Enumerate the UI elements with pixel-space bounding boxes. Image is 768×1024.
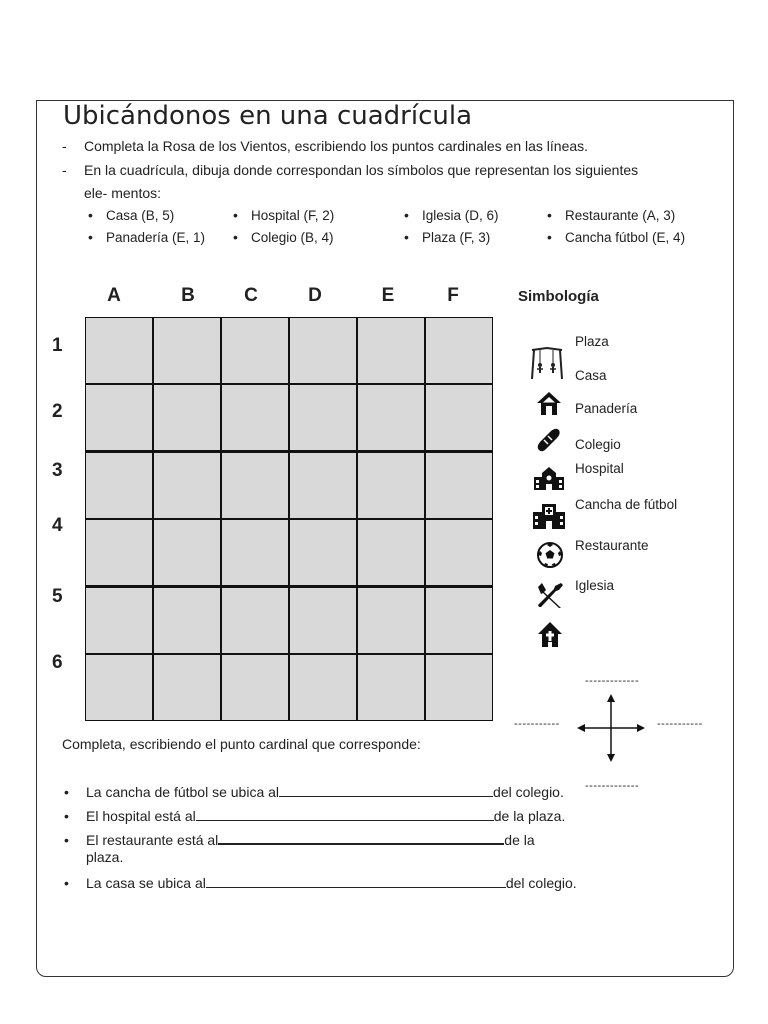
- grid-cell-C1[interactable]: [222, 318, 288, 383]
- house-icon: [535, 390, 563, 416]
- soccer-ball-icon: [536, 541, 564, 569]
- instruction-2: - En la cuadrícula, dibuja donde correspondan los símbolos que representan los siguientes: [62, 162, 639, 178]
- grid-cell-A6[interactable]: [86, 655, 152, 720]
- answer-blank-1[interactable]: [279, 782, 493, 797]
- compass-blank-west[interactable]: -----------: [514, 718, 560, 730]
- answer-blank-4[interactable]: [206, 873, 506, 888]
- grid-cell-D3[interactable]: [290, 453, 356, 518]
- element-item: • Cancha fútbol (E, 4): [547, 229, 685, 245]
- grid-cell-F6[interactable]: [426, 655, 492, 720]
- grid-cell-E4[interactable]: [358, 520, 424, 585]
- question-2: • El hospital está al de la plaza.: [64, 808, 566, 824]
- grid-cell-E5[interactable]: [358, 588, 424, 653]
- column-header: F: [447, 285, 459, 306]
- compass-blank-north[interactable]: -------------: [585, 675, 640, 687]
- grid-cell-B3[interactable]: [154, 453, 220, 518]
- church-icon: [536, 620, 564, 648]
- grid-cell-C4[interactable]: [222, 520, 288, 585]
- grid-cell-D4[interactable]: [290, 520, 356, 585]
- grid-cell-C6[interactable]: [222, 655, 288, 720]
- compass-blank-east[interactable]: -----------: [657, 718, 703, 730]
- grid-cell-B4[interactable]: [154, 520, 220, 585]
- bullet: •: [64, 784, 69, 800]
- column-header: A: [107, 285, 121, 306]
- row-header: 1: [52, 335, 63, 356]
- grid-cell-D5[interactable]: [290, 588, 356, 653]
- column-header: E: [381, 285, 395, 306]
- bullet: •: [64, 832, 69, 848]
- legend-label-casa: Casa: [575, 368, 607, 383]
- grid-cell-A4[interactable]: [86, 520, 152, 585]
- legend-label-cancha: Cancha de fútbol: [575, 497, 678, 512]
- grid-cell-B1[interactable]: [154, 318, 220, 383]
- question-1: • La cancha de fútbol se ubica al del colegio.: [64, 784, 564, 800]
- school-icon: [533, 465, 565, 491]
- element-item: • Iglesia (D, 6): [404, 207, 499, 223]
- grid-cell-C2[interactable]: [222, 385, 288, 450]
- questions-intro: Completa, escribiendo el punto cardinal que corresponde:: [62, 736, 421, 752]
- grid-cell-D1[interactable]: [290, 318, 356, 383]
- compass-blank-south[interactable]: -------------: [585, 780, 640, 792]
- grid-cell-E2[interactable]: [358, 385, 424, 450]
- row-header: 5: [52, 586, 63, 607]
- grid-cell-E1[interactable]: [358, 318, 424, 383]
- grid-cell-F5[interactable]: [426, 588, 492, 653]
- answer-blank-3[interactable]: [218, 829, 504, 845]
- grid-cell-A2[interactable]: [86, 385, 152, 450]
- instruction-1: - Completa la Rosa de los Vientos, escribiendo los puntos cardinales en las líneas.: [62, 138, 589, 154]
- grid-cell-D6[interactable]: [290, 655, 356, 720]
- column-header: C: [244, 285, 258, 306]
- legend-label-panaderia: Panadería: [575, 401, 638, 416]
- grid-cell-E6[interactable]: [358, 655, 424, 720]
- grid-cell-F3[interactable]: [426, 453, 492, 518]
- grid-cell-B2[interactable]: [154, 385, 220, 450]
- element-item: • Colegio (B, 4): [233, 229, 334, 245]
- row-header: 2: [52, 401, 63, 422]
- question-3: • El restaurante está al de la: [64, 829, 535, 848]
- answer-blank-2[interactable]: [196, 806, 494, 821]
- legend-label-plaza: Plaza: [575, 334, 609, 349]
- row-header: 6: [52, 652, 63, 673]
- column-header: D: [308, 285, 322, 306]
- bullet: •: [64, 808, 69, 824]
- row-header: 4: [52, 515, 63, 536]
- grid-cell-C3[interactable]: [222, 453, 288, 518]
- bread-icon: [535, 427, 561, 453]
- page-title: Ubicándonos en una cuadrícula: [63, 101, 473, 131]
- grid-cell-F1[interactable]: [426, 318, 492, 383]
- grid-cell-B5[interactable]: [154, 588, 220, 653]
- instruction-2-cont: ele- mentos:: [84, 185, 162, 201]
- legend-title: Simbología: [518, 288, 599, 305]
- grid-cell-B6[interactable]: [154, 655, 220, 720]
- grid-cell-F4[interactable]: [426, 520, 492, 585]
- column-header: B: [181, 285, 195, 306]
- hospital-icon: [532, 502, 566, 530]
- element-item: • Casa (B, 5): [88, 207, 174, 223]
- bullet: •: [64, 875, 69, 891]
- legend-label-hospital: Hospital: [575, 461, 624, 476]
- grid-cell-E3[interactable]: [358, 453, 424, 518]
- grid-cell-D2[interactable]: [290, 385, 356, 450]
- fork-knife-icon: [536, 581, 564, 609]
- legend-label-iglesia: Iglesia: [575, 578, 615, 593]
- legend-label-restaurante: Restaurante: [575, 538, 649, 553]
- grid-cell-A1[interactable]: [86, 318, 152, 383]
- grid-cell-C5[interactable]: [222, 588, 288, 653]
- coordinate-grid[interactable]: [85, 317, 493, 721]
- row-header: 3: [52, 460, 63, 481]
- grid-cell-A3[interactable]: [86, 453, 152, 518]
- grid-cell-F2[interactable]: [426, 385, 492, 450]
- question-3-cont: plaza.: [86, 849, 124, 865]
- element-item: • Plaza (F, 3): [404, 229, 490, 245]
- element-item: • Hospital (F, 2): [233, 207, 334, 223]
- legend-label-colegio: Colegio: [575, 437, 621, 452]
- compass-rose-icon: [576, 693, 646, 763]
- question-4: • La casa se ubica al del colegio.: [64, 875, 577, 891]
- element-item: • Panadería (E, 1): [88, 229, 205, 245]
- element-item: • Restaurante (A, 3): [547, 207, 675, 223]
- playground-icon: [530, 346, 564, 380]
- grid-cell-A5[interactable]: [86, 588, 152, 653]
